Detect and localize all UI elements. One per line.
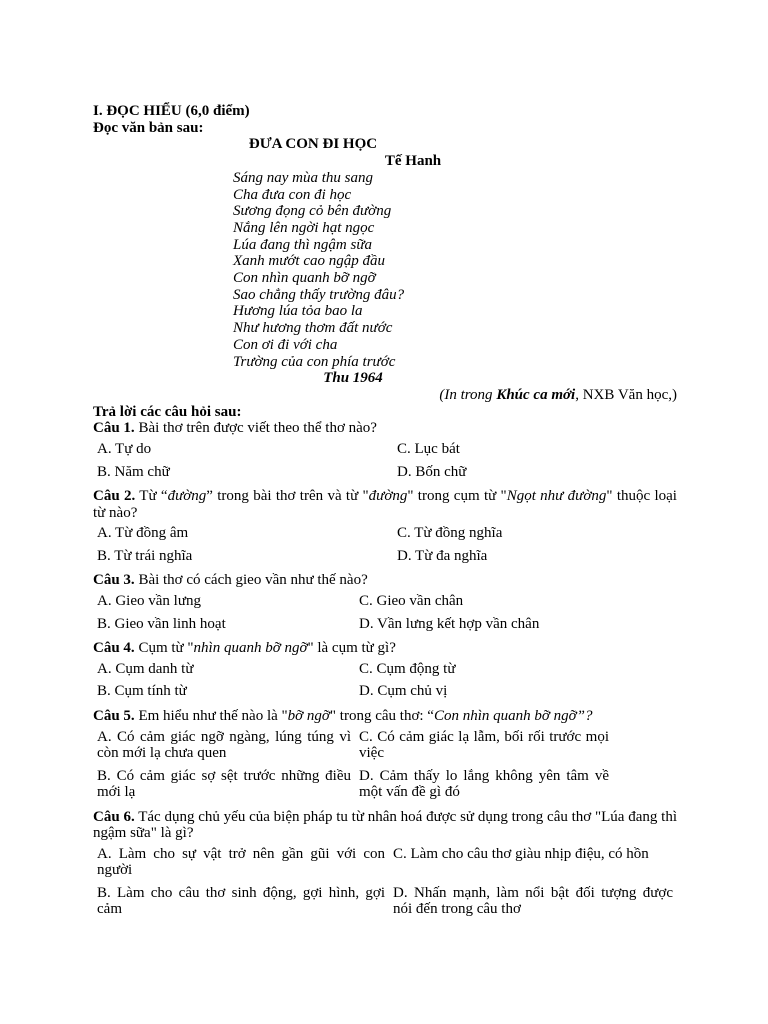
option-c[interactable]: C. Lục bát bbox=[397, 441, 460, 458]
option-d[interactable]: D. Cụm chủ vị bbox=[359, 683, 448, 700]
option-a[interactable]: A. Làm cho sự vật trở nên gần gũi với con người bbox=[97, 845, 385, 879]
option-a[interactable]: A. Có cảm giác ngỡ ngàng, lúng túng vì còn mới lạ chưa quen bbox=[97, 728, 351, 762]
question-number: Câu 5. bbox=[93, 707, 135, 724]
option-d[interactable]: D. Cảm thấy lo lắng không yên tâm về một vấn đề gì đó bbox=[359, 767, 609, 801]
section-title: I. ĐỌC HIỂU (6,0 điểm) bbox=[93, 103, 250, 119]
poem-line: Trường của con phía trước bbox=[233, 353, 396, 370]
poem-line: Nắng lên ngời hạt ngọc bbox=[233, 219, 375, 236]
option-b[interactable]: B. Gieo vần linh hoạt bbox=[97, 615, 226, 632]
options-6 bbox=[93, 844, 677, 922]
option-b[interactable]: B. Từ trái nghĩa bbox=[97, 547, 193, 564]
question-3 bbox=[93, 572, 677, 589]
question-text: " trong cụm từ " bbox=[407, 488, 507, 505]
instruction: Đọc văn bản sau: bbox=[93, 119, 204, 136]
poem-author: Tế Hanh bbox=[384, 153, 442, 170]
question-text: Con nhìn quanh bỡ ngỡ”? bbox=[433, 707, 593, 724]
poem-line: Con nhìn quanh bỡ ngỡ bbox=[233, 270, 376, 287]
question-number: Câu 3. bbox=[93, 572, 135, 589]
option-d[interactable]: D. Từ đa nghĩa bbox=[397, 547, 488, 564]
source-prefix: (In trong bbox=[439, 386, 497, 403]
question-text: Bài thơ trên được viết theo thể thơ nào? bbox=[134, 420, 377, 437]
poem-title: ĐƯA CON ĐI HỌC bbox=[248, 136, 378, 153]
question-text: Ngọt như đường bbox=[506, 488, 607, 505]
option-c[interactable]: C. Cụm động từ bbox=[359, 660, 456, 677]
option-a[interactable]: A. Tự do bbox=[97, 441, 152, 458]
poem-line: Xanh mướt cao ngập đầu bbox=[233, 253, 386, 270]
question-text: " là cụm từ gì? bbox=[307, 640, 396, 657]
poem-line: Như hương thơm đất nước bbox=[233, 320, 393, 337]
answer-prompt: Trả lời các câu hỏi sau: bbox=[93, 403, 242, 420]
question-5 bbox=[93, 708, 677, 725]
question-6 bbox=[93, 809, 677, 842]
option-a[interactable]: A. Gieo vần lưng bbox=[97, 593, 201, 610]
question-number: Câu 4. bbox=[93, 640, 135, 657]
question-text: Cụm từ " bbox=[134, 640, 194, 657]
question-text: Từ “ bbox=[135, 488, 168, 505]
option-b[interactable]: B. Năm chữ bbox=[97, 463, 170, 480]
question-4 bbox=[93, 640, 677, 657]
option-a[interactable]: A. Từ đồng âm bbox=[97, 525, 189, 542]
poem-line: Sáng nay mùa thu sang bbox=[233, 169, 373, 186]
option-c[interactable]: C. Gieo vần chân bbox=[359, 593, 464, 610]
poem-date: Thu 1964 bbox=[323, 370, 383, 387]
poem-body bbox=[233, 170, 677, 370]
document-page bbox=[93, 103, 677, 926]
options-2 bbox=[93, 523, 677, 568]
option-c[interactable]: C. Làm cho câu thơ giàu nhịp điệu, có hồn bbox=[393, 845, 649, 862]
poem-line: Lúa đang thì ngậm sữa bbox=[233, 236, 373, 253]
question-text: Em hiểu như thế nào là " bbox=[134, 707, 288, 724]
options-3 bbox=[93, 591, 677, 636]
question-text: Tác dụng chủ yếu của biện pháp tu từ nhân hoá được sử dụng trong câu thơ "Lúa đang thì ngậm sữa" là gì? bbox=[93, 808, 677, 842]
question-number: Câu 6. bbox=[93, 808, 135, 825]
question-text: nhìn quanh bỡ ngỡ bbox=[193, 640, 308, 657]
option-d[interactable]: D. Bốn chữ bbox=[397, 463, 467, 480]
option-d[interactable]: D. Vần lưng kết hợp vần chân bbox=[359, 615, 540, 632]
source-suffix: , NXB Văn học,) bbox=[575, 386, 677, 403]
option-b[interactable]: B. Làm cho câu thơ sinh động, gợi hình, gợi cảm bbox=[97, 884, 385, 918]
option-b[interactable]: B. Cụm tính từ bbox=[97, 683, 187, 700]
question-text: Bài thơ có cách gieo vần như thế nào? bbox=[134, 572, 368, 589]
option-b[interactable]: B. Có cảm giác sợ sệt trước những điều mới lạ bbox=[97, 767, 351, 801]
question-text: " trong câu thơ: “ bbox=[329, 707, 434, 724]
question-1 bbox=[93, 420, 677, 437]
option-c[interactable]: C. Từ đồng nghĩa bbox=[397, 525, 503, 542]
option-a[interactable]: A. Cụm danh từ bbox=[97, 660, 194, 677]
question-text: " thuộc loại từ nào? bbox=[93, 488, 677, 521]
option-c[interactable]: C. Có cảm giác lạ lẫm, bối rối trước mọi việc bbox=[359, 728, 609, 762]
poem-line: Sao chẳng thấy trường đâu? bbox=[233, 286, 405, 303]
poem-source bbox=[93, 387, 677, 404]
question-number: Câu 1. bbox=[93, 420, 135, 437]
question-number: Câu 2. bbox=[93, 488, 136, 505]
options-4 bbox=[93, 659, 677, 704]
source-book: Khúc ca mới bbox=[496, 386, 576, 403]
options-5 bbox=[93, 727, 613, 805]
poem-line: Hương lúa tỏa bao la bbox=[233, 303, 363, 320]
poem-line: Sương đọng cỏ bên đường bbox=[233, 203, 392, 220]
question-2 bbox=[93, 488, 677, 521]
question-text: ” trong bài thơ trên và từ " bbox=[206, 488, 369, 505]
option-d[interactable]: D. Nhấn mạnh, làm nổi bật đối tượng được nói đến trong câu thơ bbox=[393, 884, 673, 918]
question-text: đường bbox=[368, 488, 408, 505]
poem-line: Con ơi đi với cha bbox=[233, 336, 338, 353]
options-1 bbox=[93, 439, 677, 484]
question-text: bỡ ngỡ bbox=[287, 707, 330, 724]
poem-line: Cha đưa con đi học bbox=[233, 186, 352, 203]
question-text: đường bbox=[167, 488, 207, 505]
